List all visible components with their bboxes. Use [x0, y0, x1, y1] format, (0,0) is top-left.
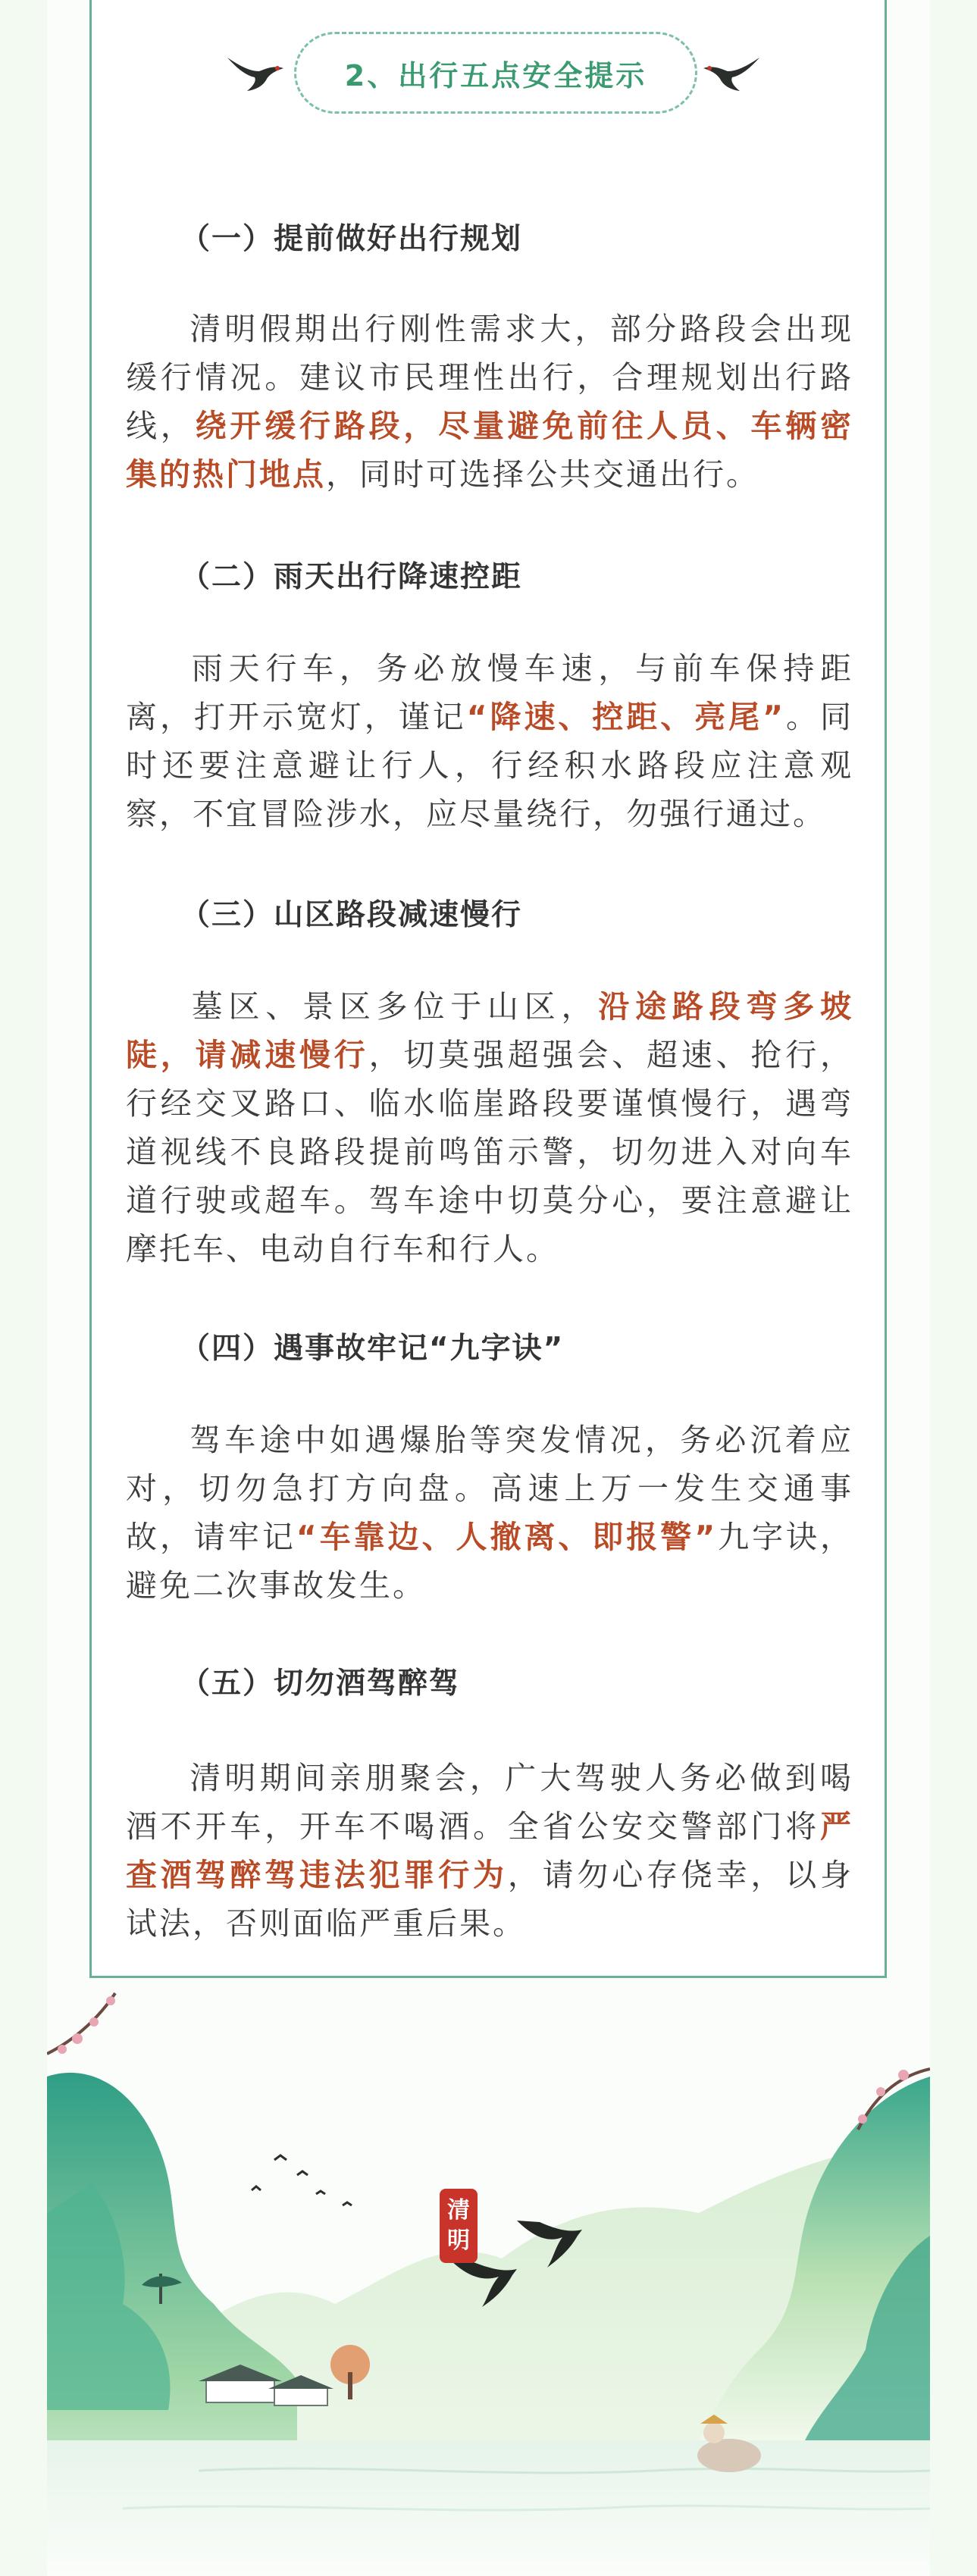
section-1-paragraph — [126, 305, 853, 499]
section-3-heading: （三）山区路段减速慢行 — [180, 898, 523, 932]
section-5-text-a: 清明期间亲朋聚会，广大驾驶人务必做到喝酒不开车，开车不喝酒。全省公安交警部门将 — [126, 1760, 853, 1845]
section-3-paragraph — [126, 982, 853, 1273]
section-5-text-b: ，请勿心存侥幸，以身试法，否则面临严重后果。 — [126, 1857, 854, 1942]
section-4-text-a: 驾车途中如遇爆胎等突发情况，务必沉着应对，切勿急打方向盘。高速上万一发生交通事故，请牢记 — [126, 1422, 853, 1555]
swallow-right-icon — [700, 52, 762, 94]
section-3-highlight: 沿途路段弯多坡陡，请减速慢行 — [126, 988, 854, 1073]
qingming-badge — [440, 2189, 478, 2263]
section-1-highlight: 绕开缓行路段，尽量避免前往人员、车辆密集的热门地点 — [126, 408, 854, 493]
section-3-text-b: ，切莫强超强会、超速、抢行，行经交叉路口、临水临崖路段要谨慎慢行，遇弯道视线不良路段提前鸣笛示警，切勿进入对向车道行驶或超车。驾车途中切莫分心，要注意避让摩托车、电动自行车和行人。 — [126, 1037, 854, 1267]
section-2-paragraph — [126, 644, 853, 838]
section-1-text-b: ，同时可选择公共交通出行。 — [326, 456, 759, 493]
section-title: 2、出行五点安全提示 — [344, 58, 647, 92]
section-4-text-b: 九字诀，避免二次事故发生。 — [126, 1519, 853, 1604]
section-4-heading: （四）遇事故牢记“九字诀” — [180, 1332, 565, 1366]
badge-text: 清 明 — [447, 2197, 470, 2254]
section-1-text-a: 清明假期出行刚性需求大，部分路段会出现缓行情况。建议市民理性出行，合理规划出行路线， — [126, 311, 853, 444]
section-5-heading: （五）切勿酒驾醉驾 — [180, 1667, 461, 1701]
section-5-paragraph — [126, 1754, 853, 1948]
section-title-pill — [294, 32, 697, 114]
swallow-left-icon — [224, 52, 287, 94]
section-2-heading: （二）雨天出行降速控距 — [180, 560, 523, 594]
section-1-heading: （一）提前做好出行规划 — [180, 222, 523, 256]
section-4-paragraph — [126, 1416, 853, 1610]
section-3-text-a: 墓区、景区多位于山区， — [188, 988, 599, 1025]
section-4-highlight: “车靠边、人撤离、即报警” — [296, 1519, 718, 1555]
landscape-illustration — [47, 1986, 930, 2576]
section-5-highlight: 严查酒驾醉驾违法犯罪行为 — [126, 1808, 853, 1893]
section-2-highlight: “降速、控距、亮尾” — [466, 699, 786, 735]
section-2-text-b: 。同时还要注意避让行人，行经积水路段应注意观察，不宜冒险涉水，应尽量绕行，勿强行通过。 — [126, 699, 854, 832]
section-2-text-a: 雨天行车，务必放慢车速，与前车保持距离，打开示宽灯，谨记 — [126, 650, 853, 735]
